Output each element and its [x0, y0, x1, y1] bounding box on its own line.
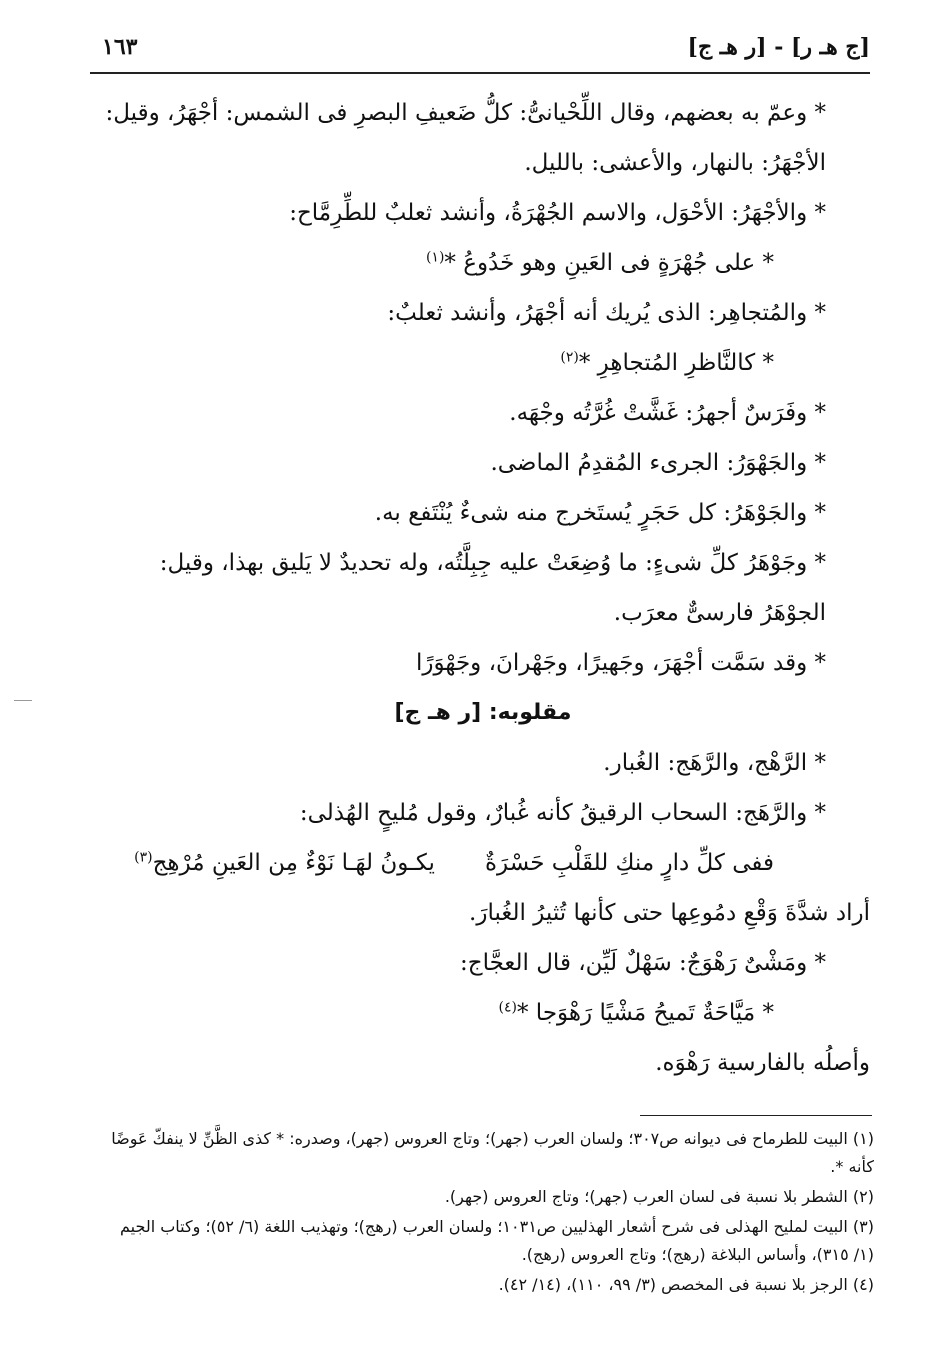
entry-paragraph: * وجَوْهَرُ كلِّ شىءٍ: ما وُضِعَتْ عليه جِبِلَّتُه، وله تحديدٌ لا يَليق بهذا، وقيل: الجوْهَرُ فارسىٌّ معرَب. [159, 550, 826, 626]
footnote-ref: (١) [425, 249, 445, 266]
poem-hemistich-first: ففى كلِّ دارٍ منكِ للقَلْبِ حَسْرَةٌ [484, 850, 774, 876]
main-text [96, 88, 870, 1088]
entry-paragraph: * وفَرَسٌ أجهرُ: غَشَّتْ غُرَّتُه وجْهَه. [509, 400, 826, 426]
entry-paragraph: * والجَوْهَرُ: كل حَجَرٍ يُستَخرج منه شىءٌ يُنْتَفع به. [374, 500, 826, 526]
verse-line [96, 988, 870, 1038]
page-number: ١٦٣ [102, 34, 138, 60]
entry-paragraph: * وقد سَمَّت أجْهَرَ، وجَهيرًا، وجَهْرانَ، وجَهْوَرًا [415, 650, 826, 676]
poem-hemistich-second [134, 838, 435, 888]
footnotes [100, 1125, 874, 1301]
entry-paragraph: * والأجْهَرُ: الأحْوَل، والاسم الجُهْرَةُ، وأنشد ثعلبٌ للطِّرِمَّاح: [289, 200, 826, 226]
footnote: (٣) البيت لمليح الهذلى فى شرح أشعار الهذليين ص١٠٣١؛ ولسان العرب (رهج)؛ وتهذيب اللغة (٦/ ٥٢)؛ وكتاب الجيم (١/ ٣١٥)، وأساس البلاغة (رهج)؛ وتاج العروس (رهج). [120, 1217, 874, 1264]
running-header-roots: [ج هـ ر] - [ر هـ ج] [687, 34, 870, 60]
section-heading: مقلوبه: [ر هـ ج] [394, 700, 572, 725]
footnote-ref: (٤) [498, 999, 517, 1016]
footnote: (١) البيت للطرماح فى ديوانه ص٣٠٧؛ ولسان العرب (جهر)؛ وتاج العروس (جهر)، وصدره: * كذى الظَّنِّ لا ينفكّ عَوضًا كأنه *. [111, 1129, 874, 1176]
poem-hemistich-text: يكـونُ لهَـا نَوْءٌ مِن العَينِ مُرْهِج [152, 850, 435, 876]
entry-paragraph: وأصلُه بالفارسية رَهْوَه. [655, 1050, 870, 1076]
verse-text: * مَيَّاحَةٌ تَميحُ مَشْيًا رَهْوَجا * [517, 1000, 774, 1026]
entry-paragraph: * ومَشْىٌ رَهْوَجٌ: سَهْلٌ لَيِّن، قال العجَّاج: [459, 950, 826, 976]
entry-paragraph: أراد شدَّةَ وَقْعِ دمُوعِها حتى كأنها تُثيرُ الغُبارَ. [469, 900, 870, 926]
footnote: (٢) الشطر بلا نسبة فى لسان العرب (جهر)؛ وتاج العروس (جهر). [444, 1187, 874, 1206]
footnote-ref: (٢) [560, 349, 579, 366]
entry-paragraph: * والمُتجاهِر: الذى يُريك أنه أجْهَرُ، وأنشد ثعلبٌ: [387, 300, 826, 326]
verse-text: * على جُهْرَةٍ فى العَينِ وهو خَدُوعُ * [444, 250, 774, 276]
footnote: (٤) الرجز بلا نسبة فى المخصص (٣/ ٩٩، ١١٠)، (١٤/ ٤٢). [498, 1275, 874, 1294]
margin-mark [14, 700, 32, 701]
poem-verse [96, 838, 870, 888]
entry-paragraph: * والرَّهَج: السحاب الرقيقُ كأنه غُبارٌ، وقول مُليحٍ الهُذلى: [299, 800, 826, 826]
entry-paragraph: * والجَهْوَرُ: الجرىء المُقدِمُ الماضى. [490, 450, 826, 476]
verse-text: * كالنَّاظرِ المُتجاهِرِ * [578, 350, 774, 376]
entry-paragraph: * الرَّهْج، والرَّهَج: الغُبار. [603, 750, 826, 776]
verse-line [96, 338, 870, 388]
header-rule [90, 72, 870, 74]
entry-paragraph: * وعمّ به بعضهم، وقال اللِّحْيانىُّ: كلُّ ضَعيفِ البصرِ فى الشمس: أجْهَرُ، وقيل: الأجْهَرُ: بالنهار، والأعشى: بالليل. [105, 100, 826, 176]
footnote-ref: (٣) [134, 849, 153, 866]
verse-line [96, 238, 870, 288]
footnote-rule [640, 1115, 872, 1116]
